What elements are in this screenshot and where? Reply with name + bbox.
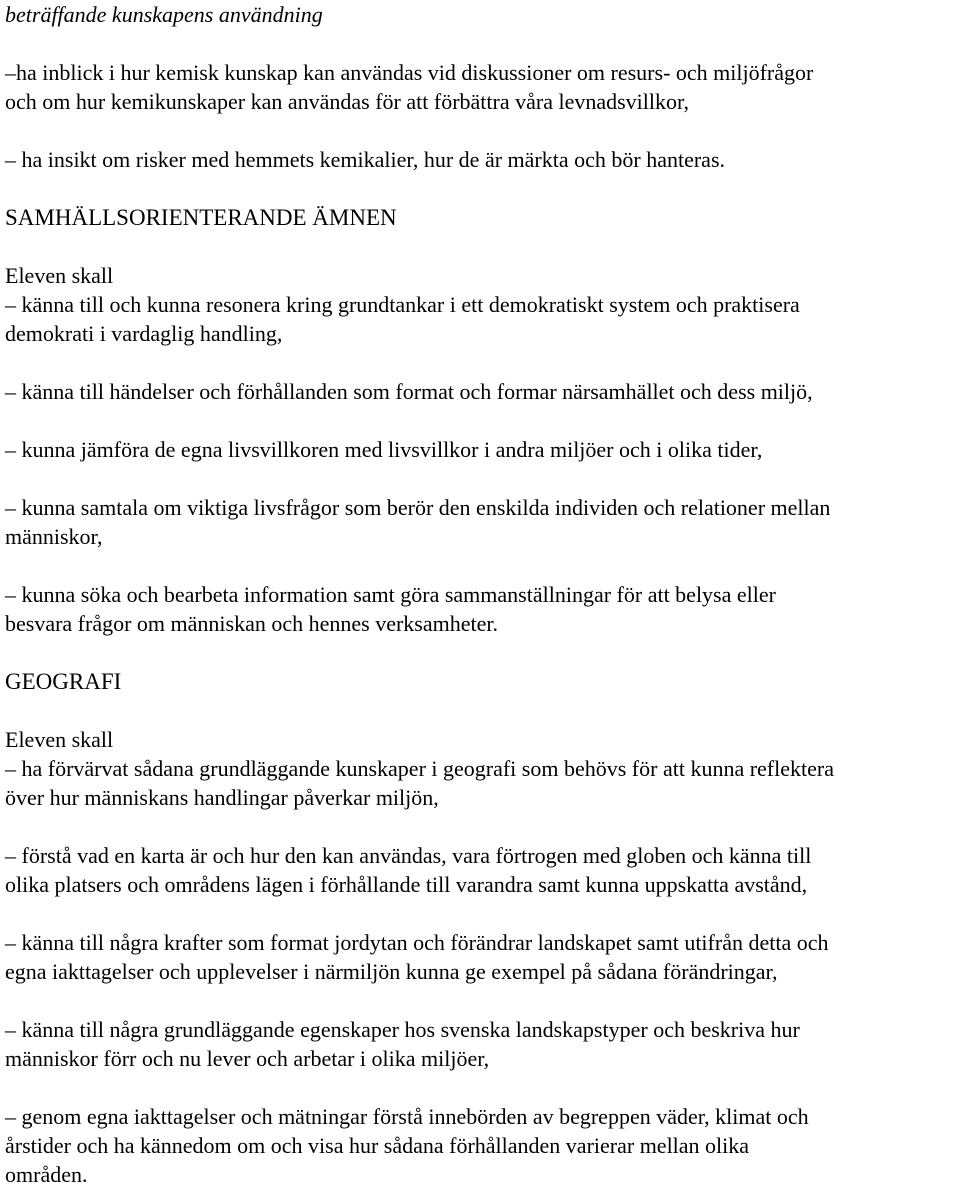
paragraph-line: – känna till och kunna resonera kring grundtankar i ett demokratiskt system och praktisera [5, 292, 800, 317]
paragraph-line: årstider och ha kännedom om och visa hur sådana förhållanden varierar mellan olika [5, 1133, 750, 1158]
paragraph-line: – genom egna iakttagelser och mätningar förstå innebörden av begreppen väder, klimat och [5, 1104, 809, 1129]
paragraph-line: – ha förvärvat sådana grundläggande kunskaper i geografi som behövs för att kunna reflektera [5, 756, 834, 781]
paragraph-line: besvara frågor om människan och hennes verksamheter. [5, 611, 498, 636]
paragraph-line: – ha insikt om risker med hemmets kemikalier, hur de är märkta och bör hanteras. [5, 147, 726, 172]
paragraph-line: egna iakttagelser och upplevelser i närmiljön kunna ge exempel på sådana förändringar, [5, 959, 778, 984]
section-intro: Eleven skall [5, 263, 114, 288]
paragraph-line: människor, [5, 524, 103, 549]
section-heading: SAMHÄLLSORIENTERANDE ÄMNEN [5, 205, 397, 230]
paragraph-line: – kunna jämföra de egna livsvillkoren med livsvillkor i andra miljöer och i olika tider, [5, 437, 763, 462]
paragraph-line: – kunna söka och bearbeta information samt göra sammanställningar för att belysa eller [5, 582, 776, 607]
paragraph-line: –ha inblick i hur kemisk kunskap kan användas vid diskussioner om resurs- och miljöfrågor [5, 60, 814, 85]
section-subheading: beträffande kunskapens användning [5, 2, 323, 27]
paragraph-line: – kunna samtala om viktiga livsfrågor som berör den enskilda individen och relationer mellan [5, 495, 831, 520]
paragraph-line: – känna till händelser och förhållanden som format och formar närsamhället och dess miljö, [5, 379, 813, 404]
paragraph-line: och om hur kemikunskaper kan användas för att förbättra våra levnadsvillkor, [5, 89, 689, 114]
section-intro: Eleven skall [5, 727, 114, 752]
section-heading: GEOGRAFI [5, 669, 122, 694]
paragraph-line: – känna till några krafter som format jordytan och förändrar landskapet samt utifrån detta och [5, 930, 829, 955]
paragraph-line: områden. [5, 1162, 88, 1187]
paragraph-line: – känna till några grundläggande egenskaper hos svenska landskapstyper och beskriva hur [5, 1017, 800, 1042]
paragraph-line: demokrati i vardaglig handling, [5, 321, 283, 346]
paragraph-line: – förstå vad en karta är och hur den kan användas, vara förtrogen med globen och känna till [5, 843, 812, 868]
paragraph-line: olika platsers och områdens lägen i förhållande till varandra samt kunna uppskatta avstånd, [5, 872, 808, 897]
paragraph-line: över hur människans handlingar påverkar miljön, [5, 785, 439, 810]
paragraph-line: människor förr och nu lever och arbetar i olika miljöer, [5, 1046, 490, 1071]
